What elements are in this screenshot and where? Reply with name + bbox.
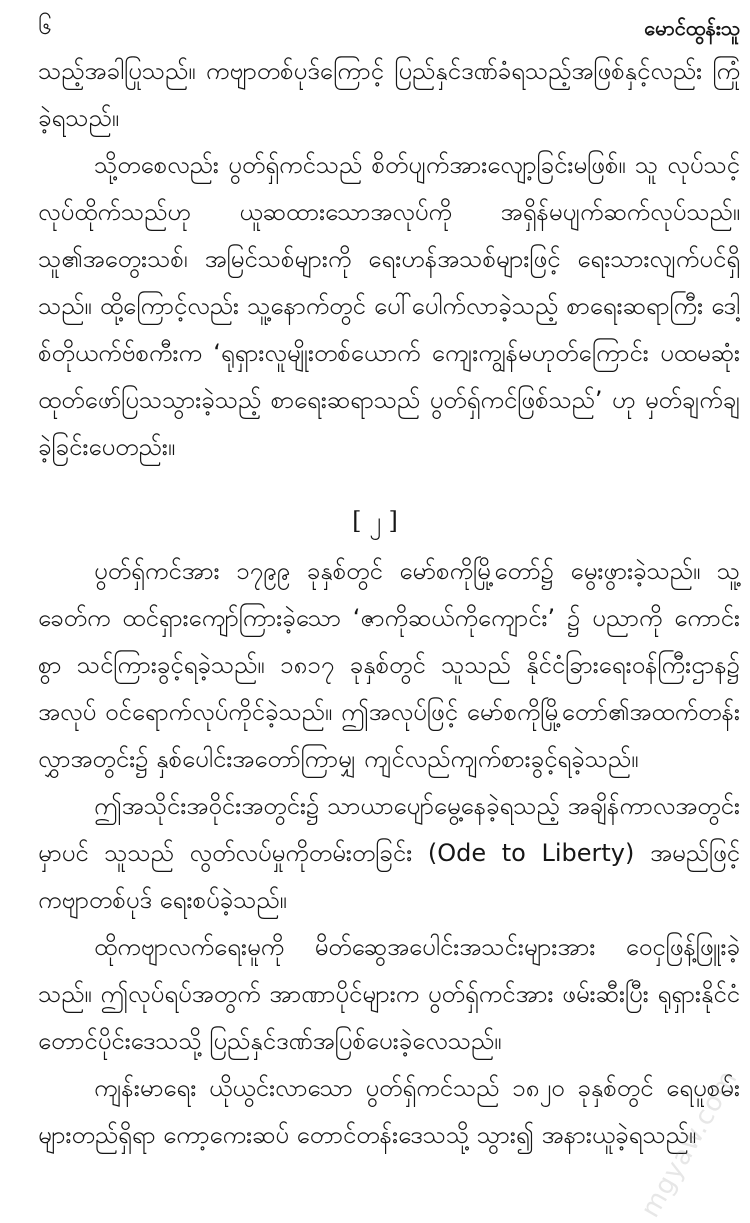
section-2-text: [38, 548, 740, 1159]
section-heading: [ ၂ ]: [352, 507, 398, 535]
paragraph: သို့တစေလည်း ပွတ်ရှ်ကင်သည် စိတ်ပျက်အားလျော့ခြင်းမဖြစ်။ သူ လုပ်သင့်လုပ်ထိုက်သည်ဟု ယူဆထားသောအလုပ်ကို အရှိန်မပျက်ဆက်လုပ်သည်။ သူ၏အတွေးသစ်၊ အမြင်သစ်များကို ရေးဟန်အသစ်များဖြင့် ရေးသားလျက်ပင်ရှိသည်။ ထို့ကြောင့်လည်း သူ့နောက်တွင် ပေါ်ပေါက်လာခဲ့သည့် စာရေးဆရာကြီး ဒေါ့စ်တိုယက်ဗ်စကီးက ‘ရုရှားလူမျိုးတစ်ယောက် ကျေးကျွန်မဟုတ်ကြောင်း ပထမဆုံး ထုတ်ဖော်ပြသသွားခဲ့သည့် စာရေးဆရာသည် ပွတ်ရှ်ကင်ဖြစ်သည်’ ဟု မှတ်ချက်ချခဲ့ခြင်းပေတည်း။: [38, 151, 740, 461]
paragraph: ကျန်းမာရေး ယိုယွင်းလာသော ပွတ်ရှ်ကင်သည် ၁၈၂၀ ခုနှစ်တွင် ရေပူစမ်းများတည်ရှိရာ ကော့ကေးဆပ် တောင်တန်းဒေသသို့ သွား၍ အနားယူခဲ့ရသည်။: [38, 1074, 740, 1149]
paragraph: ပွတ်ရှ်ကင်အား ၁၇၉၉ ခုနှစ်တွင် မော်စကိုမြို့တော်၌ မွေးဖွားခဲ့သည်။ သူ့ခေတ်က ထင်ရှားကျော်ကြားခဲ့သော ‘ဇာကိုဆယ်ကိုကျောင်း’ ၌ ပညာကို ကောင်းစွာ သင်ကြားခွင့်ရခဲ့သည်။ ၁၈၁၇ ခုနှစ်တွင် သူသည် နိုင်ငံခြားရေးဝန်ကြီးဌာန၌ အလုပ် ဝင်ရောက်လုပ်ကိုင်ခဲ့သည်။ ဤအလုပ်ဖြင့် မော်စကိုမြို့တော်၏အထက်တန်းလွှာအတွင်း၌ နှစ်ပေါင်းအတော်ကြာမျှ ကျင်လည်ကျက်စားခွင့်ရခဲ့သည်။: [38, 557, 740, 773]
paragraph: ဤအသိုင်းအဝိုင်းအတွင်း၌ သာယာပျော်မွေ့နေခဲ့ရသည့် အချိန်ကာလအတွင်းမှာပင် သူသည် လွတ်လပ်မှုကိုတမ်းတခြင်း (Ode to Liberty) အမည်ဖြင့် ကဗျာတစ်ပုဒ် ရေးစပ်ခဲ့သည်။: [38, 792, 740, 914]
page-number: ၆: [38, 12, 52, 40]
paragraph: သည့်အခါပြုသည်။ ကဗျာတစ်ပုဒ်ကြောင့် ပြည်နှင်ဒဏ်ခံရသည့်အဖြစ်နှင့်လည်း ကြုံခဲ့ရသည်။: [38, 57, 740, 132]
section-1-text: [38, 48, 740, 471]
paragraph: ထိုကဗျာလက်ရေးမူကို မိတ်ဆွေအပေါင်းအသင်းများအား ဝေငှဖြန့်ဖြူးခဲ့သည်။ ဤလုပ်ရပ်အတွက် အာဏာပိုင်များက ပွတ်ရှ်ကင်အား ဖမ်းဆီးပြီး ရုရှားနိုင်ငံ တောင်ပိုင်းဒေသသို့ ပြည်နှင်ဒဏ်အပြစ်ပေးခဲ့လေသည်။: [38, 933, 740, 1055]
running-head: [0, 6, 750, 46]
watermark: mgyaw.com: [635, 1065, 744, 1223]
book-title: မောင်ထွန်းသူ: [644, 16, 740, 40]
